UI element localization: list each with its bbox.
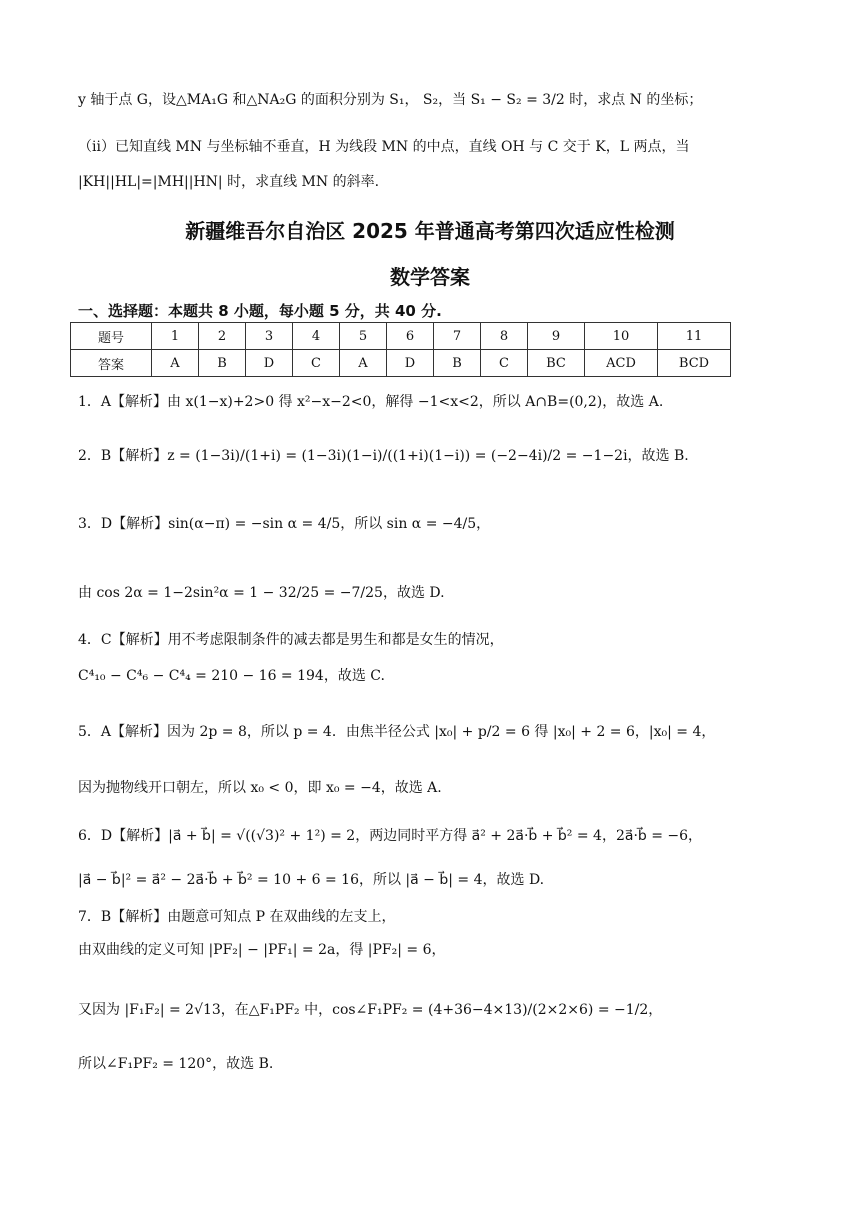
solution-7-line-3: 又因为 |F₁F₂| = 2√13，在△F₁PF₂ 中，cos∠F₁PF₂ = (4+36−4×13)/(2×2×6) = −1/2， xyxy=(78,1002,663,1018)
solution-1: 1．A【解析】由 x(1−x)+2>0 得 x²−x−2<0，解得 −1<x<2，所以 A∩B=(0,2)，故选 A. xyxy=(78,394,664,410)
solution-3-line-1: 3．D【解析】sin(α−π) = −sin α = 4/5，所以 sin α = −4/5， xyxy=(78,516,491,532)
solution-5-line-1: 5．A【解析】因为 2p = 8，所以 p = 4．由焦半径公式 |x₀| + p/2 = 6 得 |x₀| + 2 = 6，|x₀| = 4， xyxy=(78,724,716,740)
table-cell: 11 xyxy=(658,323,731,350)
solution-4-line-1: 4．C【解析】用不考虑限制条件的减去都是男生和都是女生的情况， xyxy=(78,632,504,648)
problem-tail-line-1: y 轴于点 G，设△MA₁G 和△NA₂G 的面积分别为 S₁， S₂，当 S₁ − S₂ = 3/2 时，求点 N 的坐标； xyxy=(78,92,703,108)
section-heading-choice: 一、选择题：本题共 8 小题，每小题 5 分，共 40 分. xyxy=(78,302,442,320)
solution-7-line-4: 所以∠F₁PF₂ = 120°，故选 B. xyxy=(78,1056,274,1072)
table-cell: 5 xyxy=(340,323,387,350)
table-cell: BCD xyxy=(658,350,731,377)
table-cell: A xyxy=(152,350,199,377)
table-cell: 3 xyxy=(246,323,293,350)
problem-tail-line-2: （ⅱ）已知直线 MN 与坐标轴不垂直，H 为线段 MN 的中点，直线 OH 与 C 交于 K，L 两点，当 xyxy=(78,139,690,155)
document-subtitle: 数学答案 xyxy=(390,265,470,289)
table-cell: C xyxy=(481,350,528,377)
table-cell: B xyxy=(434,350,481,377)
solution-2: 2．B【解析】z = (1−3i)/(1+i) = (1−3i)(1−i)/((1+i)(1−i)) = (−2−4i)/2 = −1−2i，故选 B. xyxy=(78,448,689,464)
solution-5-line-2: 因为抛物线开口朝左，所以 x₀ < 0，即 x₀ = −4，故选 A. xyxy=(78,780,442,796)
solution-7-line-2: 由双曲线的定义可知 |PF₂| − |PF₁| = 2a，得 |PF₂| = 6， xyxy=(78,942,446,958)
row-label-number: 题号 xyxy=(71,323,152,350)
row-label-answer: 答案 xyxy=(71,350,152,377)
table-cell: 2 xyxy=(199,323,246,350)
table-cell: C xyxy=(293,350,340,377)
table-cell: 4 xyxy=(293,323,340,350)
table-row-numbers xyxy=(71,323,731,350)
table-cell: 1 xyxy=(152,323,199,350)
table-cell: 7 xyxy=(434,323,481,350)
document-title: 新疆维吾尔自治区 2025 年普通高考第四次适应性检测 xyxy=(185,219,675,243)
table-cell: ACD xyxy=(585,350,658,377)
table-cell: D xyxy=(246,350,293,377)
answer-table xyxy=(70,322,731,377)
table-cell: B xyxy=(199,350,246,377)
table-cell: A xyxy=(340,350,387,377)
table-cell: BC xyxy=(528,350,585,377)
solution-6-line-2: |a⃗ − b⃗|² = a⃗² − 2a⃗·b⃗ + b⃗² = 10 + 6 = 16，所以 |a⃗ − b⃗| = 4，故选 D. xyxy=(78,872,545,888)
solution-6-line-1: 6．D【解析】|a⃗ + b⃗| = √((√3)² + 1²) = 2，两边同时平方得 a⃗² + 2a⃗·b⃗ + b⃗² = 4，2a⃗·b⃗ = −6， xyxy=(78,828,703,844)
solution-3-line-2: 由 cos 2α = 1−2sin²α = 1 − 32/25 = −7/25，故选 D. xyxy=(78,585,445,601)
solution-7-line-1: 7．B【解析】由题意可知点 P 在双曲线的左支上， xyxy=(78,909,396,925)
problem-tail-line-3: |KH||HL|=|MH||HN| 时，求直线 MN 的斜率. xyxy=(78,174,380,190)
table-row-answers xyxy=(71,350,731,377)
table-cell: 6 xyxy=(387,323,434,350)
table-cell: 10 xyxy=(585,323,658,350)
table-cell: 9 xyxy=(528,323,585,350)
table-cell: 8 xyxy=(481,323,528,350)
solution-4-line-2: C⁴₁₀ − C⁴₆ − C⁴₄ = 210 − 16 = 194，故选 C. xyxy=(78,668,385,684)
table-cell: D xyxy=(387,350,434,377)
